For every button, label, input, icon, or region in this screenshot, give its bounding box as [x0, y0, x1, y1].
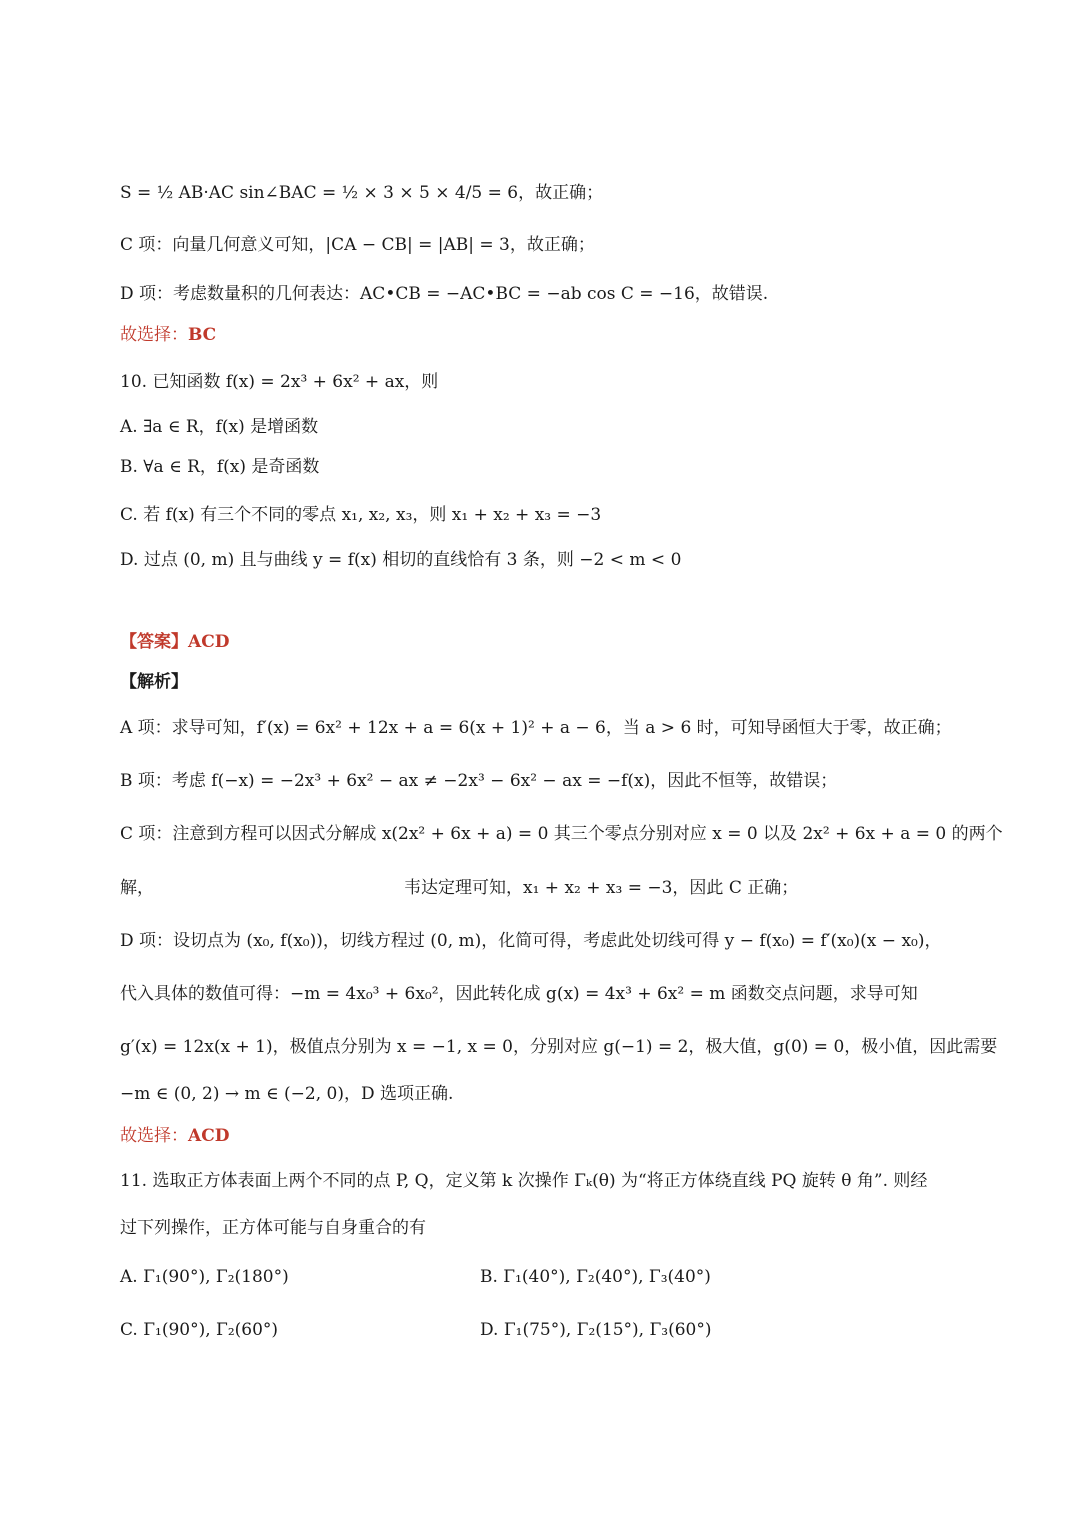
q10-analysis-d-3: g′(x) = 12x(x + 1)，极值点分别为 x = −1, x = 0，分别对应 g(−1) = 2，极大值，g(0) = 0，极小值，因此需要: [120, 1037, 998, 1057]
q11-stem-line-2: 过下列操作，正方体可能与自身重合的有: [120, 1218, 426, 1238]
q10-choice-value: ACD: [188, 1126, 230, 1146]
q11-option-d: D. Γ₁(75°), Γ₂(15°), Γ₃(60°): [480, 1320, 712, 1340]
q10-answer-label: 【答案】: [120, 632, 188, 652]
q10-answer: [120, 629, 980, 655]
q10-analysis-c-cont: [120, 875, 980, 901]
q10-analysis-d-2: 代入具体的数值可得：−m = 4x₀³ + 6x₀²，因此转化成 g(x) = 4x³ + 6x² = m 函数交点问题，求导可知: [120, 984, 918, 1004]
prev-choice-prefix: 故选择：: [120, 325, 188, 345]
q10-analysis-c-cont-b: 韦达定理可知，x₁ + x₂ + x₃ = −3，因此 C 正确；: [404, 878, 799, 898]
q10-analysis-c-cont-a: 解，: [120, 878, 154, 898]
q11-option-c: C. Γ₁(90°), Γ₂(60°): [120, 1320, 279, 1340]
q10-analysis-d: D 项：设切点为 (x₀, f(x₀))，切线方程过 (0, m)，化简可得，考虑此处切线可得 y − f(x₀) = f′(x₀)(x − x₀)，: [120, 931, 942, 951]
q10-option-d: D. 过点 (0, m) 且与曲线 y = f(x) 相切的直线恰有 3 条，则 −2 < m < 0: [120, 550, 682, 570]
q10-analysis-label: 【解析】: [120, 672, 188, 692]
prev-option-c-analysis: C 项：向量几何意义可知，|CA − CB| = |AB| = 3，故正确；: [120, 235, 595, 255]
prev-option-d-analysis: D 项：考虑数量积的几何表达：AC•CB = −AC•BC = −ab cos C = −16，故错误.: [120, 284, 769, 304]
q10-analysis-a: A 项：求导可知，f′(x) = 6x² + 12x + a = 6(x + 1)² + a − 6，当 a > 6 时，可知导函恒大于零，故正确；: [120, 718, 952, 738]
q10-stem: 10. 已知函数 f(x) = 2x³ + 6x² + ax，则: [120, 372, 439, 392]
q10-option-b: B. ∀a ∈ R，f(x) 是奇函数: [120, 457, 320, 477]
prev-choice: [120, 322, 980, 348]
q11-option-a: A. Γ₁(90°), Γ₂(180°): [120, 1267, 289, 1287]
q10-analysis-b: B 项：考虑 f(−x) = −2x³ + 6x² − ax ≠ −2x³ − 6x² − ax = −f(x)，因此不恒等，故错误；: [120, 771, 838, 791]
prev-choice-value: BC: [188, 325, 217, 345]
q10-analysis-d-4: −m ∈ (0, 2) → m ∈ (−2, 0)，D 选项正确.: [120, 1084, 454, 1104]
q10-choice: [120, 1123, 980, 1149]
q10-option-a: A. ∃a ∈ R，f(x) 是增函数: [120, 417, 319, 437]
q10-choice-prefix: 故选择：: [120, 1126, 188, 1146]
q11-stem-line-1: 11. 选取正方体表面上两个不同的点 P, Q，定义第 k 次操作 Γₖ(θ) 为“将正方体绕直线 PQ 旋转 θ 角”. 则经: [120, 1171, 928, 1191]
q10-option-c: C. 若 f(x) 有三个不同的零点 x₁, x₂, x₃，则 x₁ + x₂ + x₃ = −3: [120, 505, 602, 525]
q10-answer-value: ACD: [188, 632, 230, 652]
q11-option-b: B. Γ₁(40°), Γ₂(40°), Γ₃(40°): [480, 1267, 711, 1287]
prev-area-line: S = ½ AB·AC sin∠BAC = ½ × 3 × 5 × 4/5 = 6，故正确；: [120, 183, 604, 203]
q10-analysis-c: C 项：注意到方程可以因式分解成 x(2x² + 6x + a) = 0 其三个零点分别对应 x = 0 以及 2x² + 6x + a = 0 的两个: [120, 824, 1003, 844]
